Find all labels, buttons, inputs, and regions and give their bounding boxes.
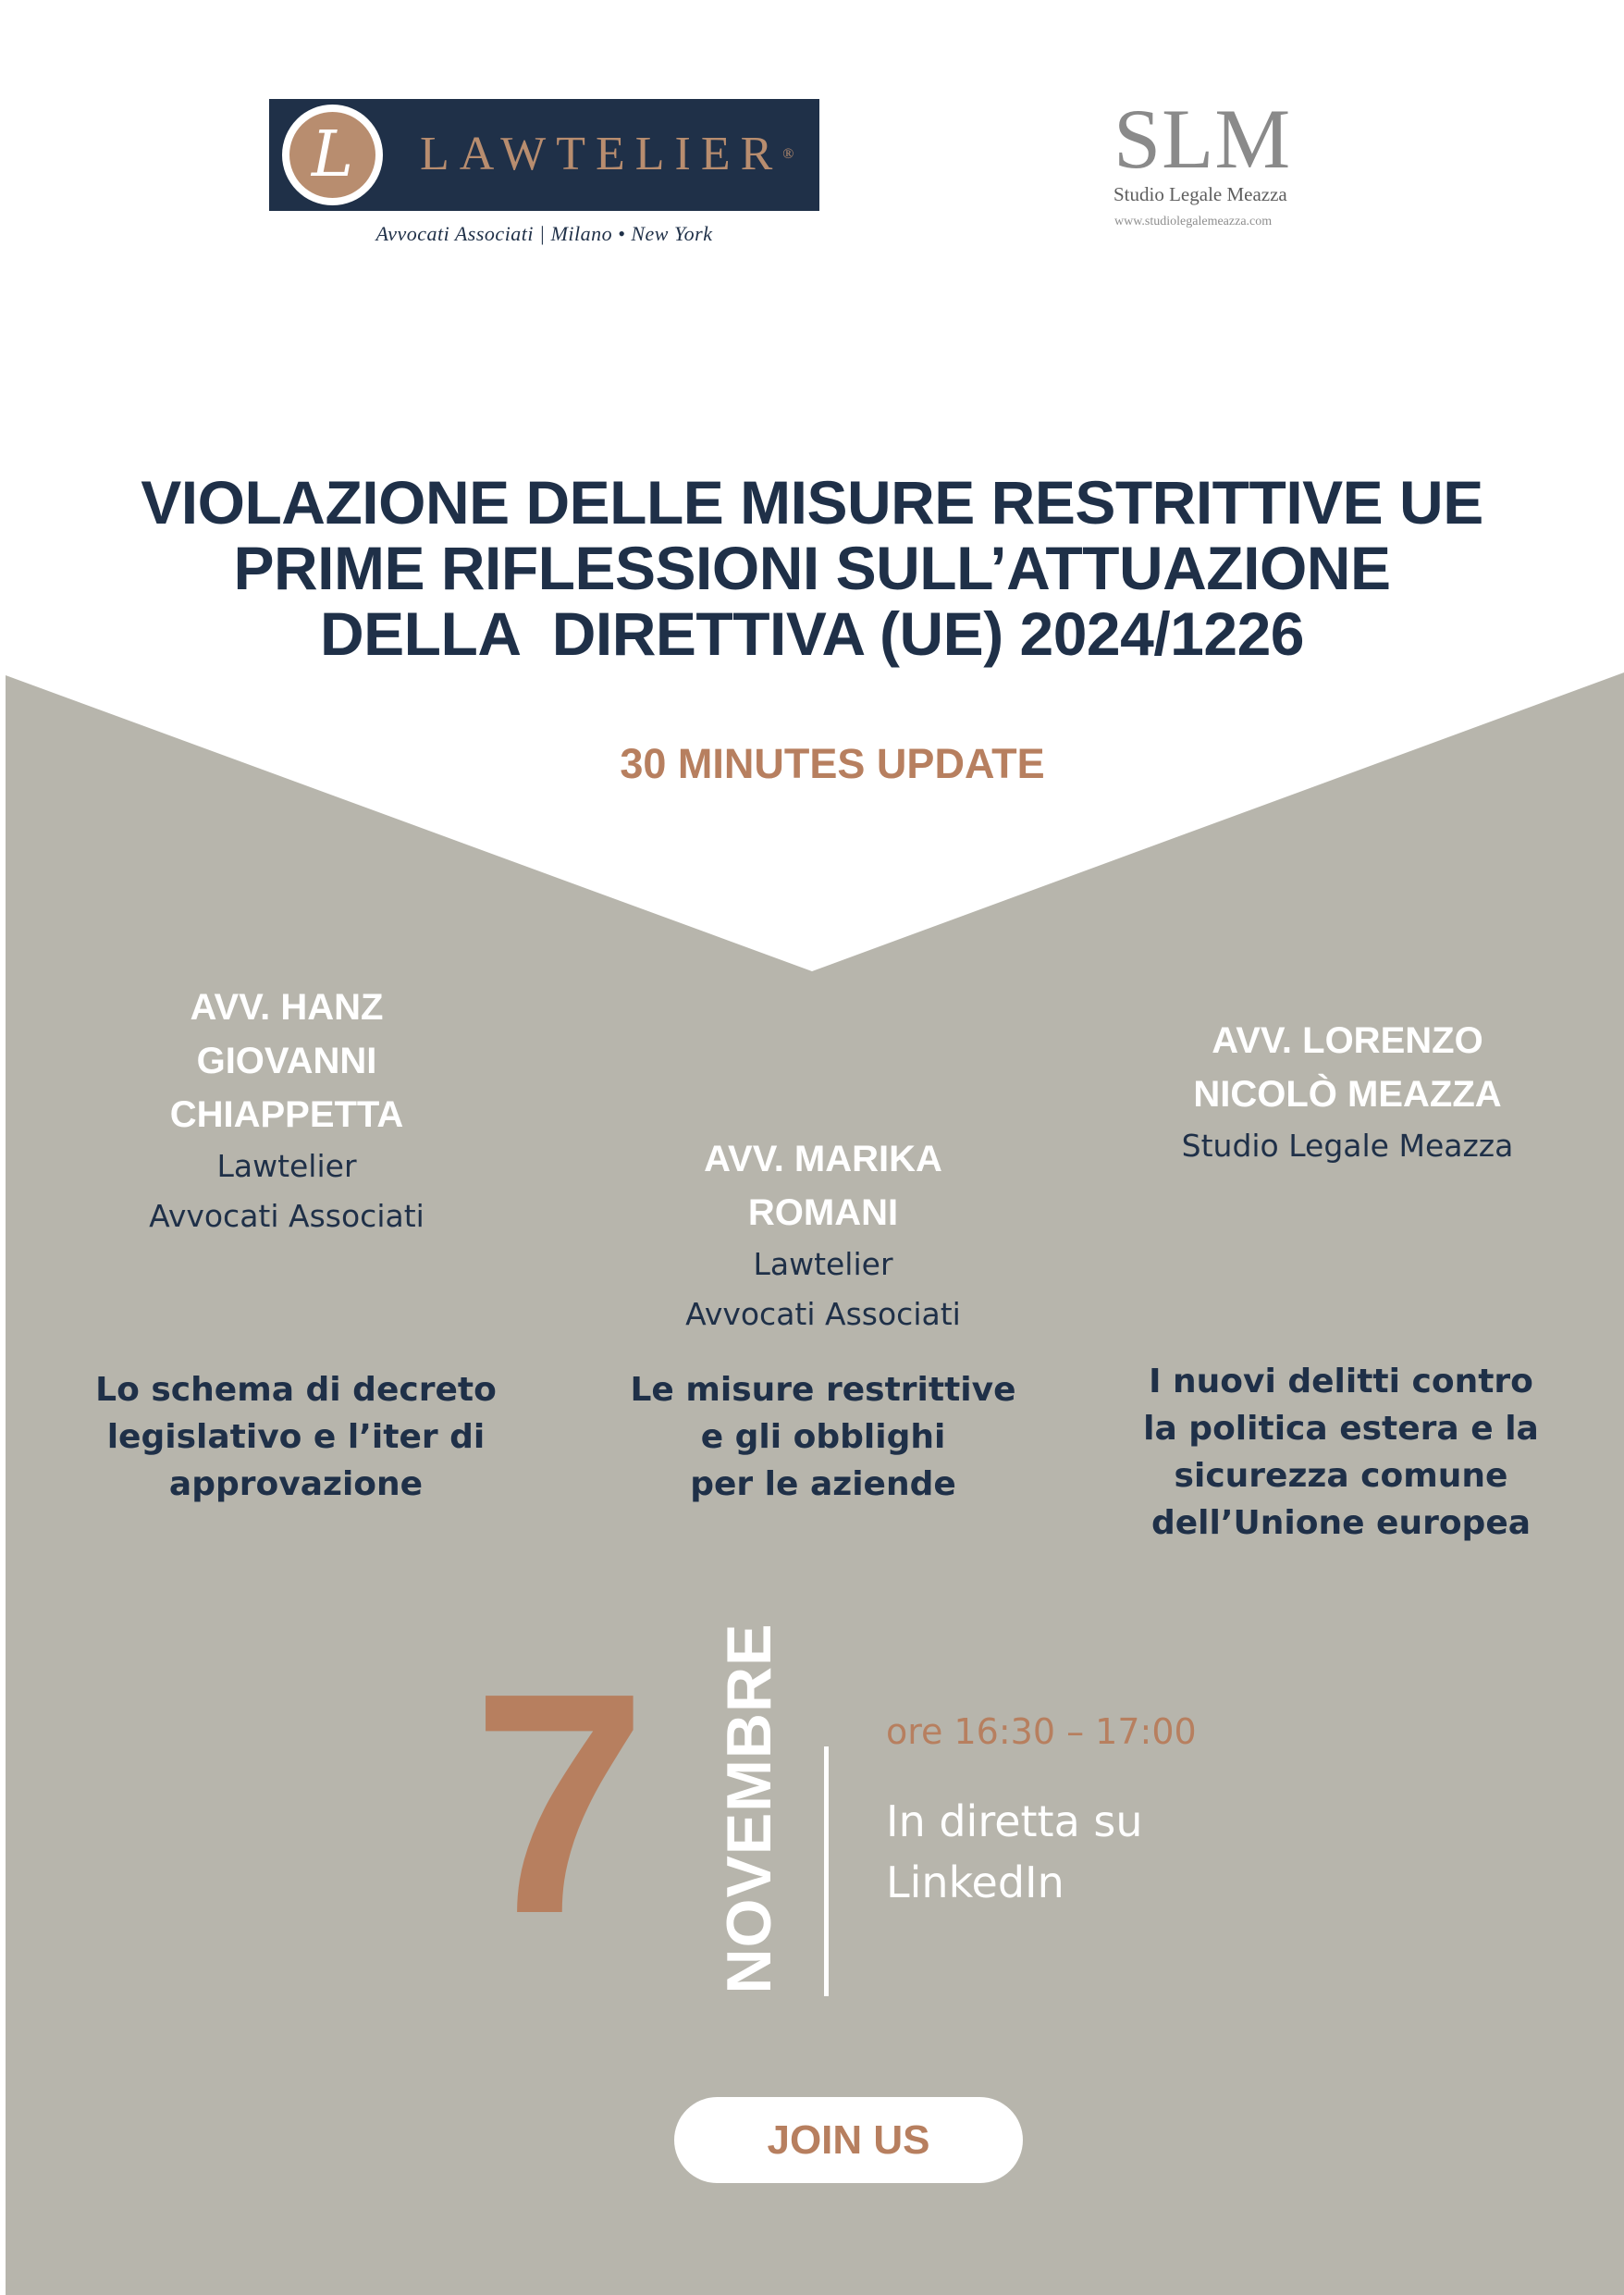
speaker-name-line: GIOVANNI: [196, 1041, 377, 1081]
join-us-button[interactable]: JOIN US: [674, 2097, 1023, 2183]
topic-line: dell’Unione europea: [1150, 1504, 1532, 1542]
slm-website-url: www.studiolegalemeazza.com: [1114, 215, 1273, 228]
speaker-card-chiappetta: [102, 981, 472, 1241]
event-location-line: In diretta su: [886, 1796, 1143, 1846]
lawtelier-wordmark-text: LAWTELIER: [420, 128, 783, 180]
lawtelier-logo: [269, 99, 819, 211]
event-month: NOVEMBRE: [714, 1623, 784, 1994]
topic-romani: [610, 1366, 1036, 1508]
topic-line: Lo schema di decreto: [95, 1371, 497, 1409]
speaker-affiliation-line: Lawtelier: [753, 1246, 893, 1282]
slm-firm-name: Studio Legale Meazza: [1113, 183, 1287, 205]
topic-line: sicurezza comune: [1174, 1457, 1508, 1495]
event-location: [886, 1791, 1143, 1913]
topic-line: I nuovi delitti contro: [1149, 1363, 1533, 1400]
topic-line: e gli obblighi: [700, 1418, 946, 1456]
speaker-name-line: AVV. LORENZO: [1212, 1020, 1483, 1061]
event-subtitle: 30 MINUTES UPDATE: [620, 740, 1045, 787]
speaker-affiliation-line: Avvocati Associati: [685, 1296, 961, 1332]
speaker-name-line: AVV. MARIKA: [704, 1139, 942, 1179]
title-line-3: DELLA DIRETTIVA (UE) 2024/1226: [320, 599, 1304, 668]
speaker-card-romani: [638, 1132, 1008, 1339]
title-line-2: PRIME RIFLESSIONI SULL’ATTUAZIONE: [233, 534, 1391, 602]
lawtelier-monogram-badge: [282, 105, 383, 205]
speaker-name-line: ROMANI: [747, 1192, 899, 1233]
date-divider: [824, 1746, 829, 1996]
topic-line: approvazione: [168, 1465, 424, 1503]
speaker-name-line: NICOLÒ MEAZZA: [1193, 1074, 1502, 1115]
topic-line: per le aziende: [690, 1465, 956, 1503]
slm-logo-mark: SLM: [1113, 92, 1292, 186]
title-line-1: VIOLAZIONE DELLE MISURE RESTRITTIVE UE: [141, 468, 1483, 537]
speaker-card-meazza: [1139, 1014, 1556, 1171]
speaker-name-line: AVV. HANZ: [190, 987, 384, 1028]
speaker-affiliation-line: Studio Legale Meazza: [1181, 1128, 1514, 1164]
event-day-number: 7: [472, 1628, 647, 1980]
event-time: ore 16:30 – 17:00: [886, 1711, 1197, 1752]
registered-mark: ®: [782, 146, 794, 162]
topic-chiappetta: [83, 1366, 509, 1508]
topic-line: Le misure restrittive: [630, 1371, 1016, 1409]
event-location-line: LinkedIn: [886, 1857, 1064, 1907]
speaker-name-line: CHIAPPETTA: [169, 1094, 404, 1135]
topic-line: legislativo e l’iter di: [106, 1418, 486, 1456]
speaker-affiliation-line: Avvocati Associati: [149, 1198, 424, 1234]
lawtelier-monogram: L: [289, 112, 375, 198]
topic-meazza: [1128, 1358, 1554, 1547]
speaker-affiliation-line: Lawtelier: [216, 1148, 357, 1184]
lawtelier-tagline: Avvocati Associati | Milano • New York: [375, 222, 713, 245]
topic-line: la politica estera e la: [1143, 1410, 1539, 1448]
page-title: [92, 470, 1532, 667]
lawtelier-wordmark: [420, 127, 794, 182]
